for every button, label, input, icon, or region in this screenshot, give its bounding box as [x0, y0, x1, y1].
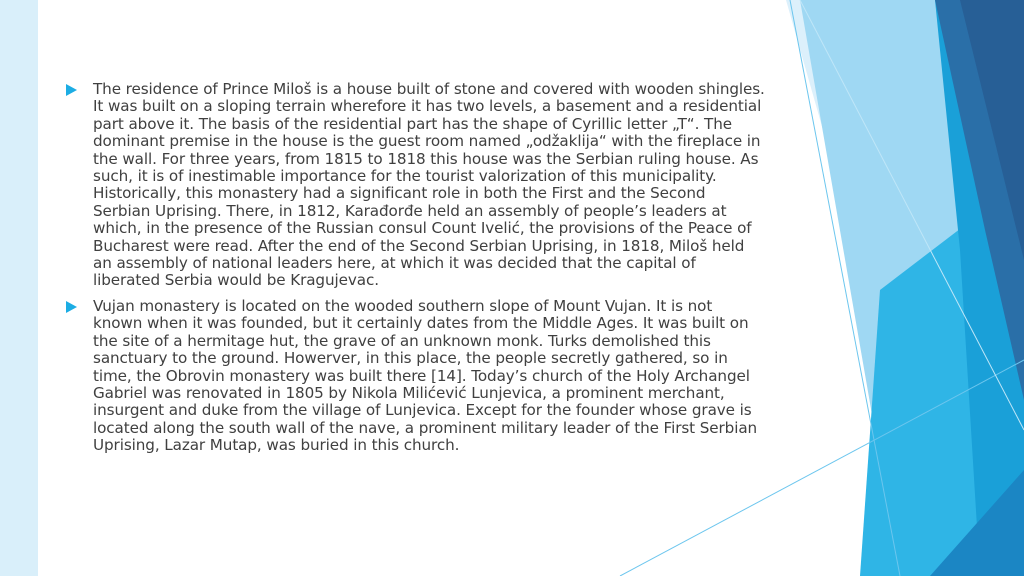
- bullet-item: [66, 81, 766, 290]
- triangle-bullet-icon: [66, 84, 77, 96]
- triangle-bullet-icon: [66, 301, 77, 313]
- bullet-text: Vujan monastery is located on the wooded southern slope of Mount Vujan. It is not known when it was founded, but it certainly dates from the Middle Ages. It was built on the site of a hermitage hut, the grave of an unknown monk. Turks demolished this sanctuary to the ground. Howerver, in this place, the people secretly gathered, so in time, the Obrovin monastery was built there [14]. Today’s church of the Holy Archangel Gabriel was renovated in 1805 by Nikola Milićević Lunjevica, a prominent merchant, insurgent and duke from the village of Lunjevica. Except for the founder whose grave is located along the south wall of the nave, a prominent military leader of the First Serbian Uprising, Lazar Mutap, was buried in this church.: [93, 296, 758, 455]
- bullet-text: The residence of Prince Miloš is a house built of stone and covered with wooden shingles. It was built on a sloping terrain wherefore it has two levels, a basement and a residential part above it. The basis of the residential part has the shape of Cyrillic letter „T“. The dominant premise in the house is the guest room named „odžaklija“ with the fireplace in the wall. For three years, from 1815 to 1818 this house was the Serbian ruling house. As such, it is of inestimable importance for the tourist valorization of this municipality. Historically, this monastery had a significant role in both the First and the Second Serbian Uprising. There, in 1812, Karađorđe held an assembly of people’s leaders at which, in the presence of the Russian consul Count Ivelić, the provisions of the Peace of Bucharest were read. After the end of the Second Serbian Uprising, in 1818, Miloš held an assembly of national leaders here, at which it was decided that the capital of liberated Serbia would be Kragujevac.: [93, 80, 765, 290]
- bullet-list: [66, 81, 766, 463]
- left-edge-accent: [0, 0, 38, 576]
- bullet-item: [66, 298, 766, 455]
